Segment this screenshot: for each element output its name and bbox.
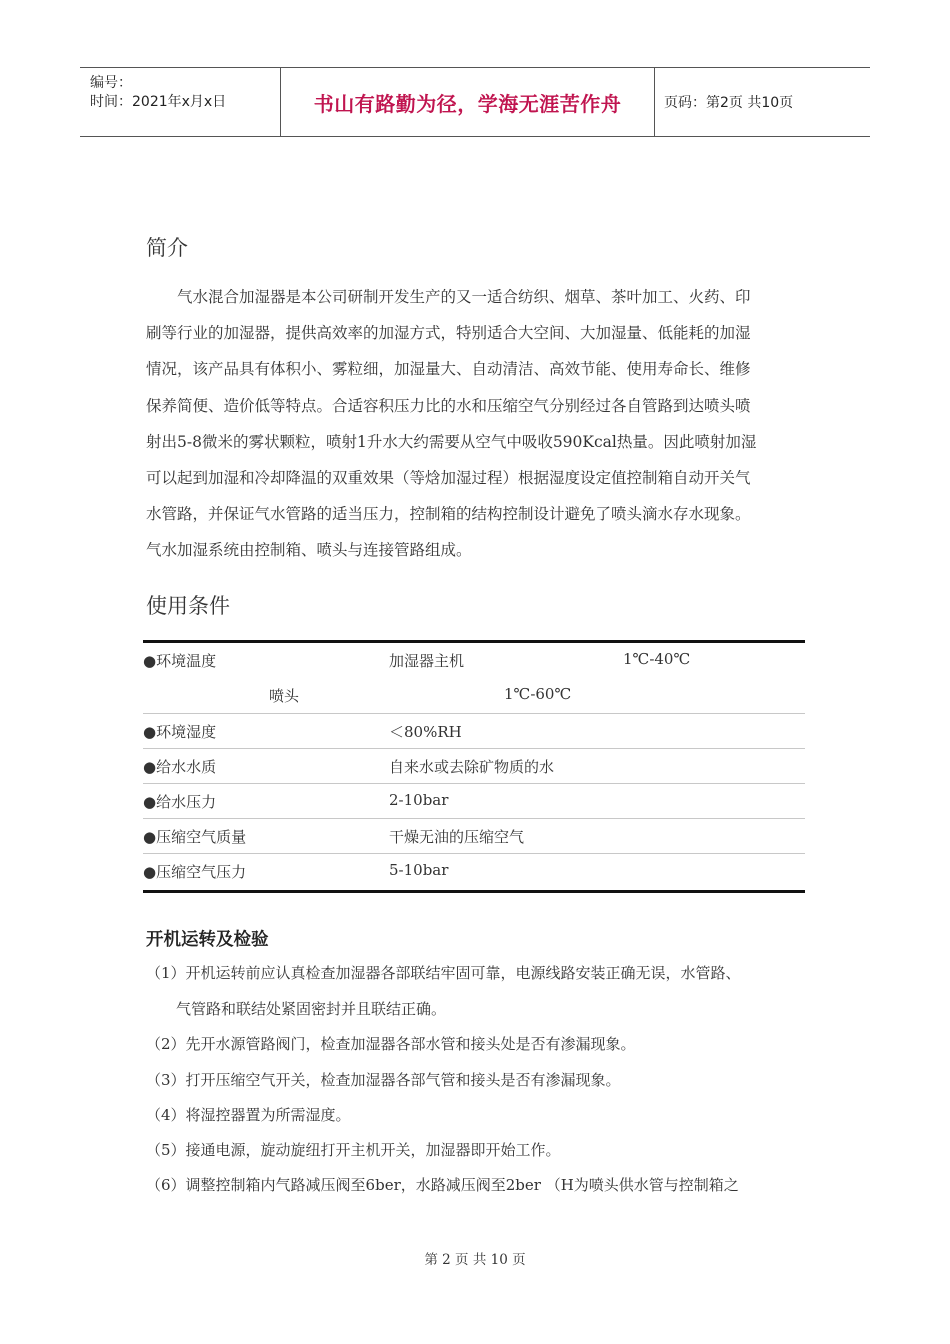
table-row (143, 643, 805, 678)
header-number: 编号： (90, 75, 132, 91)
intro-paragraph (146, 279, 808, 569)
intro-line: 气水加湿系统由控制箱、喷头与连接管路组成。 (146, 541, 472, 560)
condition-label: ●给水水质 (143, 758, 217, 776)
table-row (143, 678, 805, 713)
header-motto: 书山有路勤为径，学海无涯苦作舟 (313, 91, 622, 116)
startup-step: （3）打开压缩空气开关，检查加湿器各部气管和接头是否有渗漏现象。 (146, 1071, 621, 1089)
page-header (80, 67, 870, 137)
startup-heading: 开机运转及检验 (146, 930, 269, 950)
startup-step: （5）接通电源，旋动旋纽打开主机开关，加湿器即开始工作。 (146, 1141, 561, 1159)
condition-label: ●环境温度 (143, 652, 217, 670)
condition-value: 自来水或去除矿物质的水 (389, 758, 555, 776)
header-page-info: 页码：第2页 共10页 (664, 95, 794, 111)
startup-step: （6）调整控制箱内气路减压阀至6ber，水路减压阀至2ber （H为喷头供水管与控制箱之 (146, 1176, 739, 1194)
table-row (143, 853, 805, 889)
condition-label: ●环境湿度 (143, 723, 217, 741)
condition-value: 干燥无油的压缩空气 (389, 828, 525, 846)
startup-step: （2）先开水源管路阀门，检查加湿器各部水管和接头处是否有渗漏现象。 (146, 1035, 636, 1053)
header-page-cell (654, 68, 870, 136)
header-time: 时间：2021年x月x日 (90, 94, 227, 110)
intro-line: 水管路，并保证气水管路的适当压力，控制箱的结构控制设计避免了喷头滴水存水现象。 (146, 505, 751, 524)
table-row (143, 818, 805, 854)
conditions-table (143, 640, 805, 893)
conditions-heading: 使用条件 (146, 594, 230, 618)
condition-label: ●压缩空气质量 (143, 828, 247, 846)
table-row (143, 783, 805, 819)
intro-line: 情况，该产品具有体积小、雾粒细，加湿量大、自动清洁、高效节能、使用寿命长、维修 (146, 360, 751, 379)
header-info-cell (80, 68, 280, 136)
condition-value: 喷头 (269, 687, 300, 705)
page-footer: 第 2 页 共 10 页 (424, 1252, 526, 1268)
intro-line: 保养简便、造价低等特点。合适容积压力比的水和压缩空气分别经过各自管路到达喷头喷 (146, 396, 751, 415)
condition-value: 5-10bar (389, 861, 449, 879)
startup-step: （4）将湿控器置为所需湿度。 (146, 1106, 351, 1124)
condition-value: 2-10bar (389, 791, 449, 809)
header-motto-cell (280, 68, 655, 136)
condition-value: ＜80%RH (389, 723, 462, 741)
intro-line: 刷等行业的加湿器，提供高效率的加湿方式，特别适合大空间、大加湿量、低能耗的加湿 (146, 324, 751, 343)
condition-extra: 1℃-60℃ (504, 685, 572, 703)
condition-value: 加湿器主机 (389, 652, 465, 670)
intro-line: 可以起到加湿和冷却降温的双重效果（等焓加湿过程）根据湿度设定值控制箱自动开关气 (146, 469, 751, 488)
condition-label: ●给水压力 (143, 793, 217, 811)
condition-extra: 1℃-40℃ (623, 650, 691, 668)
intro-line: 气水混合加湿器是本公司研制开发生产的又一适合纺织、烟草、茶叶加工、火药、印 (177, 288, 751, 306)
table-row (143, 713, 805, 749)
intro-line: 射出5-8微米的雾状颗粒，喷射1升水大约需要从空气中吸收590Kcal热量。因此喷射加湿 (146, 432, 757, 451)
startup-step: 气管路和联结处紧固密封并且联结正确。 (176, 1000, 447, 1018)
intro-heading: 简介 (146, 236, 188, 260)
condition-label: ●压缩空气压力 (143, 863, 247, 881)
table-row (143, 748, 805, 784)
startup-step: （1）开机运转前应认真检查加湿器各部联结牢固可靠，电源线路安装正确无误，水管路、 (146, 964, 741, 982)
